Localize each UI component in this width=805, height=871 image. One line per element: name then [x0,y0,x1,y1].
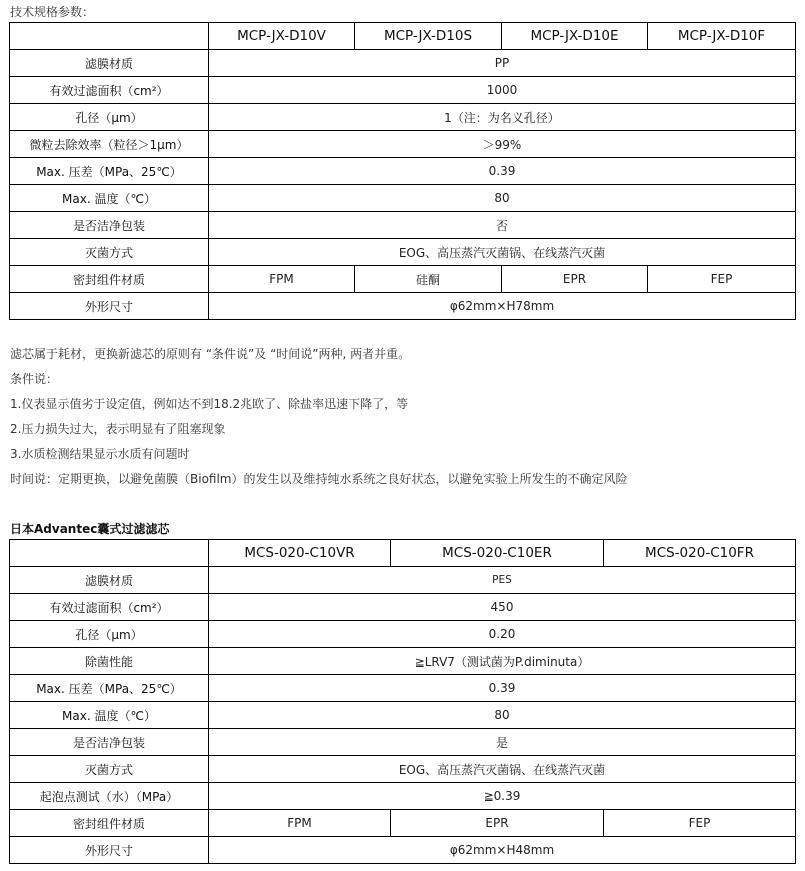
seal-value: FEP [604,810,796,837]
seal-value: 硅酮 [355,266,502,293]
table-row [10,50,796,77]
table-row [10,810,796,837]
row-label: 孔径（μm） [10,621,209,648]
seal-value: FEP [648,266,796,293]
row-label: 除菌性能 [10,648,209,675]
row-value: 是 [209,729,796,756]
row-value: φ62mm×H78mm [209,293,796,320]
model-header: MCS-020-C10VR [209,540,391,567]
row-value: 否 [209,212,796,239]
row-label: 滤膜材质 [10,567,209,594]
row-value: 80 [209,702,796,729]
row-value: PES [209,567,796,594]
row-value: 0.39 [209,158,796,185]
row-label: 是否洁净包装 [10,212,209,239]
row-label: 灭菌方式 [10,756,209,783]
model-header: MCP-JX-D10V [209,23,355,50]
table-row [10,185,796,212]
table-row [10,729,796,756]
row-label: 孔径（μm） [10,104,209,131]
row-label: 外形尺寸 [10,837,209,864]
row-label: Max. 压差（MPa、25℃） [10,158,209,185]
spec-table-1 [9,22,796,320]
row-label: 外形尺寸 [10,293,209,320]
table-row [10,158,796,185]
paragraph: 2.压力损失过大，表示明显有了阻塞现象 [10,422,226,436]
row-value: 450 [209,594,796,621]
row-value: ≧LRV7（测试菌为P.diminuta） [209,648,796,675]
row-label: 微粒去除效率（粒径＞1μm） [10,131,209,158]
spec-table-2 [9,539,796,864]
model-header: MCS-020-C10ER [391,540,604,567]
row-value: ＞99% [209,131,796,158]
model-header: MCS-020-C10FR [604,540,796,567]
seal-value: EPR [502,266,648,293]
row-value: 80 [209,185,796,212]
table-row [10,621,796,648]
paragraph: 3.水质检测结果显示水质有问题时 [10,447,190,461]
table-row [10,77,796,104]
row-label: 灭菌方式 [10,239,209,266]
row-label: 有效过滤面积（cm²） [10,77,209,104]
model-header: MCP-JX-D10S [355,23,502,50]
paragraph: 滤芯属于耗材，更换新滤芯的原则有 “条件说”及 “时间说”两种, 两者并重。 [10,347,411,361]
row-value: φ62mm×H48mm [209,837,796,864]
table-row [10,266,796,293]
row-value: EOG、高压蒸汽灭菌锅、在线蒸汽灭菌 [209,756,796,783]
paragraph: 时间说：定期更换，以避免菌膜（Biofilm）的发生以及维持纯水系统之良好状态，以避免实验上所发生的不确定风险 [10,472,628,486]
row-label: 起泡点测试（水）（MPa） [10,783,209,810]
row-label: 密封组件材质 [10,810,209,837]
table-row [10,783,796,810]
row-value: 1000 [209,77,796,104]
model-header: MCP-JX-D10F [648,23,796,50]
seal-value: FPM [209,266,355,293]
table-row [10,239,796,266]
table-row [10,675,796,702]
table-row [10,567,796,594]
seal-value: FPM [209,810,391,837]
table-row [10,131,796,158]
table-row [10,293,796,320]
table-row [10,594,796,621]
row-value: EOG、高压蒸汽灭菌锅、在线蒸汽灭菌 [209,239,796,266]
model-header: MCP-JX-D10E [502,23,648,50]
header-empty-cell [10,540,209,567]
row-label: 是否洁净包装 [10,729,209,756]
row-label: 有效过滤面积（cm²） [10,594,209,621]
row-value: 0.20 [209,621,796,648]
table-header-row [10,540,796,567]
section1-title: 技术规格参数： [10,5,95,19]
table-row [10,756,796,783]
table-row [10,212,796,239]
table-row [10,837,796,864]
paragraph: 条件说： [10,372,59,386]
section2-title: 日本Advantec囊式过滤滤芯 [10,522,170,536]
row-value: PP [209,50,796,77]
row-label: 密封组件材质 [10,266,209,293]
table-row [10,702,796,729]
row-value: 0.39 [209,675,796,702]
seal-value: EPR [391,810,604,837]
row-label: Max. 压差（MPa、25℃） [10,675,209,702]
table-row [10,104,796,131]
row-value: ≧0.39 [209,783,796,810]
table-header-row [10,23,796,50]
row-label: Max. 温度（℃） [10,702,209,729]
row-label: 滤膜材质 [10,50,209,77]
row-value: 1（注：为名义孔径） [209,104,796,131]
row-label: Max. 温度（℃） [10,185,209,212]
header-empty-cell [10,23,209,50]
table-row [10,648,796,675]
paragraph: 1.仪表显示值劣于设定值，例如达不到18.2兆欧了、除盐率迅速下降了，等 [10,397,409,411]
